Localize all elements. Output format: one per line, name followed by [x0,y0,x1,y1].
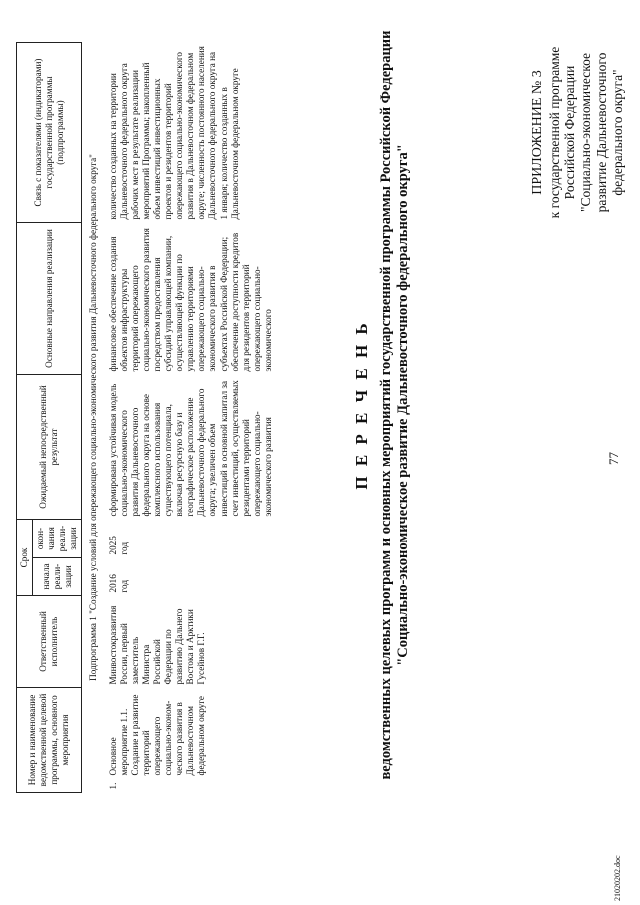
appendix-line: Российской Федерации [562,65,578,200]
table-row [105,43,276,793]
document-code: 21020202.doc [613,855,622,901]
cell-result: сформирована устойчивая модель социально-экономического развития Дальневосточного федерального округа на основе комплексного использования существующего потенциала, включая ресурсную базу и географическое расположение Дальневосточного федерального округа; увеличен объем инвестиций в основной капитал за счет инвестиций, осуществляемых резидентами территорий опережающего социально-экономического развития [108,380,273,517]
subprogram-title: Подпрограмма 1 "Создание условий для опережающего социально-экономического развития Дальневосточного федерального округа" [88,154,99,681]
cell-start: 2016 год [108,574,130,593]
measures-table [16,42,277,793]
title-heading: П Е Р Е Ч Е Н Ь [352,320,371,490]
page-number: 77 [606,452,621,465]
header-directions: Основные направления реализации [17,223,82,375]
header-start: начала реали-зации [33,558,82,596]
cell-end: 2025 год [108,536,130,555]
appendix-header [530,20,626,245]
cell-directions: финансовое обеспечение создания объектов инфраструктуры территорий опережающего социально-экономического развития посредством предоставления субсидий управляющей компании, осуществляющей функции по управлению территориями опережающего социально-экономического развития в субъектах Российской Федерации; обеспечение доступности кредитов для резидентов территорий опережающего социально-экономического [108,228,273,372]
appendix-line: федерального округа" [610,69,626,196]
title-line-2: "Социально-экономическое развитие Дальневосточного федерального округа" [394,144,411,666]
header-end: окон-чания реали-зации [33,520,82,558]
header-term: Срок [17,520,33,596]
header-executor: Ответственный исполнитель [17,596,82,688]
row-name: Основное мероприятие 1.1. Создание и развитие территорий опережающего социально-эконом-ческого развития в Дальневосточном федеральном округе [108,694,207,776]
appendix-line: развитие Дальневосточного [594,52,610,213]
program-table [16,43,277,793]
header-indicators: Связь с показателями (индикаторами) государственной программы (подпрограммы) [17,43,82,223]
row-number: 1. [108,782,119,790]
title-line-1: ведомственных целевых программ и основных мероприятий государственной программы Российской Федерации [378,30,394,780]
cell-number-name [105,688,276,793]
header-result: Ожидаемый непосредственный результат [17,375,82,520]
header-number-name: Номер и наименование ведомственной целевой программы, основного мероприятия [17,688,82,793]
appendix-line: к государственной программе [546,46,562,219]
appendix-title: ПРИЛОЖЕНИЕ № 3 [530,70,545,195]
cell-indicators: количество созданных на территории Дальневосточного федерального округа рабочих мест в результате реализации мероприятий Программы; накопленный объем инвестиций инвестиционных проектов и резидентов территорий опережающего социально-экономического развития в Дальневосточном федеральном округе; численность постоянного населения Дальневосточного федерального округа на 1 января; количество созданных в Дальневосточном федеральном округе [108,46,240,220]
cell-executor: Минвостокразвития России, первый заместитель Министра Российской Федерации по развитию Дальнего Востока и Арктики Гусейнов Г.Г. [108,605,207,685]
document-title [352,25,411,785]
appendix-line: "Социально-экономическое [578,53,594,212]
